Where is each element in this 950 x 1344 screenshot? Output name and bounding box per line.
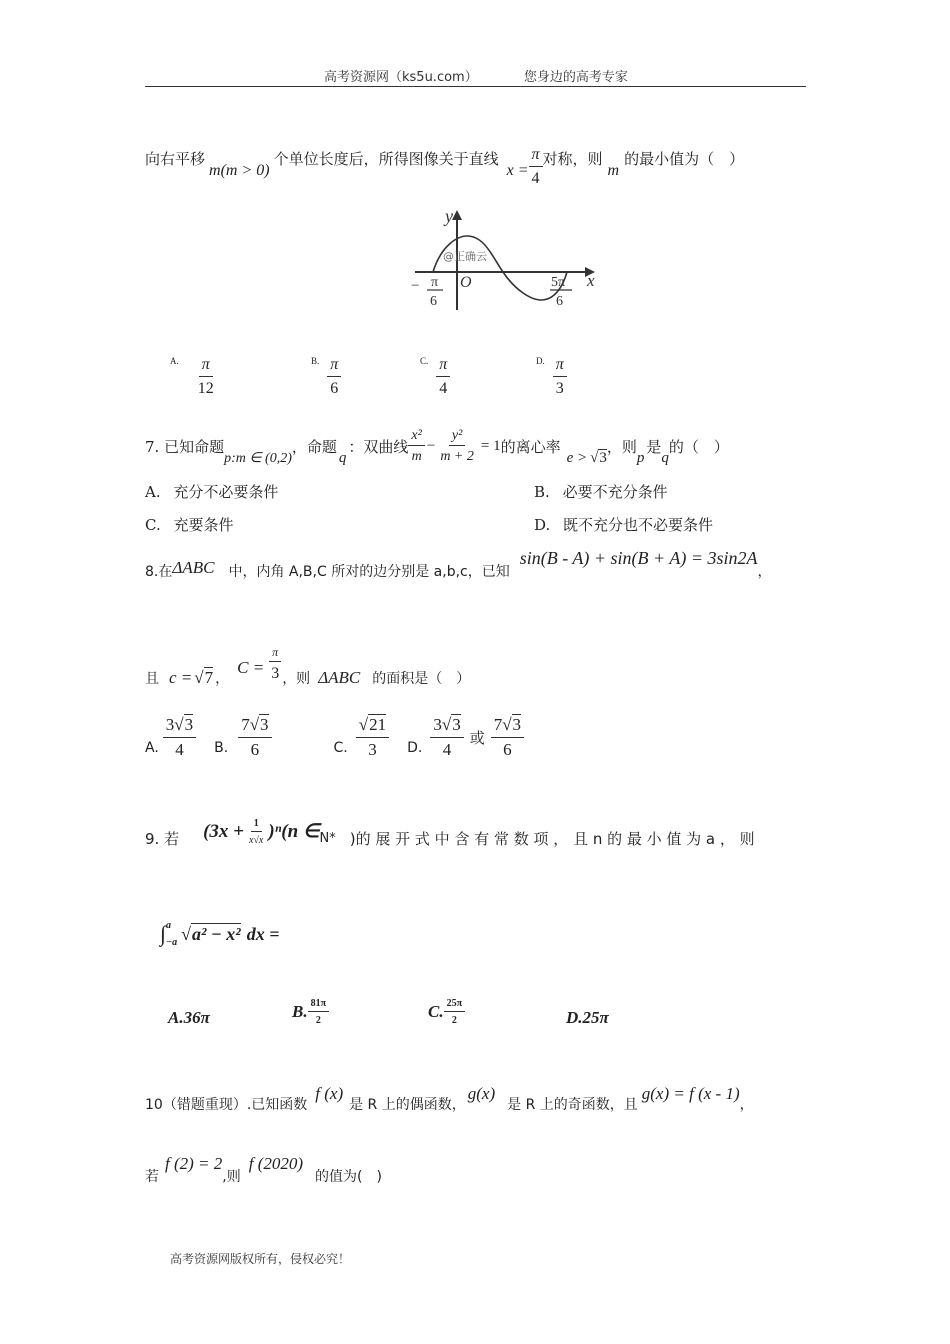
left-tick-den: 6 <box>430 294 437 309</box>
frac-den: 6 <box>250 739 260 759</box>
q7-minus: − <box>426 437 436 454</box>
header-rule <box>145 86 806 87</box>
x-label: x <box>587 271 595 290</box>
frac-num: π <box>269 646 281 662</box>
q6-text-d: 的最小值为（ ） <box>624 150 745 169</box>
q8-c-lhs: c = <box>169 668 193 687</box>
frac-den: 3 <box>555 379 564 397</box>
frac-num: 25π <box>444 998 465 1012</box>
option-or: 或 <box>469 729 485 748</box>
option-frac: $\frac{7√3}{6}$ <box>238 716 271 759</box>
q7-sqrt3: √3 <box>590 449 607 466</box>
q9-option-a[interactable] <box>168 1008 210 1028</box>
frac-den: 4 <box>175 739 184 759</box>
option-label: D. <box>566 1008 583 1027</box>
integral-upper: a <box>166 920 172 931</box>
q6-line-lhs: x = <box>506 161 529 179</box>
frac-den: 6 <box>330 379 339 397</box>
frac-den: x√x <box>249 834 264 846</box>
q8-options <box>145 716 524 759</box>
radicand: 21 <box>369 715 387 734</box>
option-label: D. <box>534 516 551 534</box>
page-footer: 高考资源网版权所有，侵权必究！ <box>170 1252 351 1266</box>
option-label: B. <box>311 356 320 366</box>
option-text: 充分不必要条件 <box>173 483 279 501</box>
q10-gx: g(x) <box>467 1084 496 1103</box>
frac-num: π <box>553 356 567 377</box>
right-tick-den: 6 <box>556 294 563 309</box>
origin-label: O <box>460 274 472 291</box>
q10-f2020: f (2020) <box>248 1154 304 1173</box>
q8-tri: ΔABC <box>172 558 215 577</box>
frac-coef: 7 <box>241 715 250 734</box>
frac-den: 3 <box>271 664 280 682</box>
q8-option-b[interactable] <box>214 716 271 759</box>
q8-text-c: 的面积是（ ） <box>372 671 471 687</box>
q9-text: )的 展 开 式 中 含 有 常 数 项 ， 且 n 的 最 小 值 为 a ， 则 <box>349 830 755 848</box>
option-frac <box>553 356 567 397</box>
frac-num: y² <box>449 428 465 446</box>
frac-den: 12 <box>197 379 214 397</box>
q7-colon: ：双曲线 <box>348 437 409 456</box>
option-label: D. <box>407 739 423 756</box>
frac-den: 6 <box>503 739 512 759</box>
option-frac-2: $\frac{7√3}{6}$ <box>491 716 524 759</box>
q7-q2: q <box>661 449 669 466</box>
frac-coef: 7 <box>493 715 503 734</box>
option-label: C. <box>333 739 348 756</box>
radicand: 3 <box>512 715 522 734</box>
sine-curve <box>433 236 567 300</box>
q7-option-d[interactable] <box>534 514 713 535</box>
q8-comma: ， <box>757 564 772 580</box>
option-label: C. <box>428 1002 444 1021</box>
q10-rel: g(x) = f (x - 1) <box>641 1084 740 1103</box>
q9-stem <box>145 814 755 849</box>
q8-stem-2 <box>145 640 470 688</box>
page-header <box>324 66 628 85</box>
watermark: @正确云 <box>443 250 487 263</box>
q8-text-b: ，则 <box>282 671 311 687</box>
q10-lead: 10（错题重现）.已知函数 <box>145 1097 308 1113</box>
header-left: 高考资源网（ks5u.com） <box>324 70 478 85</box>
frac-coef: 3 <box>165 715 175 734</box>
q9-integral <box>160 920 279 948</box>
q8-lead: 8.在 <box>145 564 173 580</box>
q7-option-b[interactable] <box>534 481 668 502</box>
option-frac: $\frac{3√3}{4}$ <box>430 716 463 759</box>
q8-C-lhs: C = <box>237 658 265 677</box>
frac-den: 4 <box>439 379 448 397</box>
option-label: C. <box>145 516 161 534</box>
q7-mid: ，命题 <box>291 437 337 456</box>
q8-tri2: ΔABC <box>318 668 361 687</box>
integrand: a² − x² <box>191 923 241 944</box>
header-right: 您身边的高考专家 <box>523 70 628 85</box>
right-tick-num: 5π <box>551 275 566 290</box>
integral-lower: −a <box>166 937 178 948</box>
q10-comma: ， <box>739 1097 754 1113</box>
q10-fx: f (x) <box>315 1084 344 1103</box>
q10-stem <box>145 1084 754 1114</box>
option-text: 充要条件 <box>173 516 234 534</box>
q7-ecc: 的离心率 <box>500 437 561 456</box>
q6-line-den: 4 <box>531 169 540 187</box>
q9-frac <box>246 818 266 846</box>
q7-p: p <box>636 449 645 466</box>
q9-option-c[interactable] <box>428 998 465 1026</box>
q7-q: q <box>338 449 347 466</box>
frac-coef: 3 <box>433 715 442 734</box>
q7-frac-x <box>408 428 424 465</box>
q8-and: 且 <box>145 671 159 687</box>
q6-stem <box>145 138 745 187</box>
option-text: 必要不充分条件 <box>562 483 668 501</box>
q6-m: m <box>607 161 620 179</box>
frac-den: m + 2 <box>440 449 474 465</box>
option-label: B. <box>534 483 550 501</box>
q9-expr-a: (3x + <box>203 820 244 842</box>
left-tick-num: π <box>431 275 439 290</box>
q9-lead: 9. 若 <box>145 830 180 848</box>
q6-text-c: 对称，则 <box>542 150 603 169</box>
option-frac: $\frac{√21}{3}$ <box>356 716 389 759</box>
q10-if: 若 <box>145 1169 159 1185</box>
q6-line-frac <box>529 146 543 187</box>
frac-den: m <box>411 449 422 465</box>
q7-p-expr: p:m ∈ (0,2) <box>224 450 292 466</box>
option-frac: $\frac{3√3}{4}$ <box>163 716 196 759</box>
q6-option-a[interactable] <box>170 356 217 397</box>
option-label: D. <box>536 356 545 366</box>
q8-option-d[interactable] <box>407 716 524 759</box>
frac-num: π <box>199 356 213 377</box>
q7-e-expr: e > <box>566 449 588 466</box>
option-label: A. <box>145 483 161 501</box>
option-text: 既不充分也不必要条件 <box>563 516 714 534</box>
frac-num: π <box>436 356 450 377</box>
option-label: B. <box>214 739 229 756</box>
integral-root: √a² − x² <box>181 923 241 944</box>
q7-is: 是 <box>646 437 662 456</box>
option-label: C. <box>420 356 429 366</box>
frac-den: 4 <box>442 739 452 759</box>
q7-tail: 的（ ） <box>668 437 729 456</box>
q9-option-d[interactable] <box>566 1008 609 1028</box>
radicand: 7 <box>204 668 214 687</box>
q10-text-a: 是 R 上的偶函数， <box>349 1097 466 1113</box>
q7-option-a[interactable] <box>145 481 278 502</box>
q6-text-a: 向右平移 <box>145 150 206 169</box>
option-frac <box>308 998 329 1026</box>
radicand: 3 <box>260 715 269 734</box>
q8-sep: ， <box>215 671 230 687</box>
integral-dx: dx = <box>246 923 280 944</box>
frac-den: 3 <box>368 739 377 759</box>
q10-then: ,则 <box>222 1169 241 1185</box>
q7-eq1: = 1 <box>480 437 501 454</box>
left-tick-sign: − <box>411 278 420 294</box>
integral-sign: ∫ <box>160 921 167 946</box>
frac-den: 2 <box>315 1015 321 1026</box>
q9-expr-b: )ⁿ(n ∈ <box>268 821 320 842</box>
q7-stem <box>145 428 729 465</box>
integral-limits <box>166 920 177 948</box>
radicand: 3 <box>184 715 194 734</box>
q8-option-c[interactable] <box>334 716 390 759</box>
q7-frac-y <box>437 428 477 465</box>
option-label: A. <box>170 356 179 366</box>
q8-stem <box>145 548 772 581</box>
frac-num: 1 <box>251 818 262 832</box>
option-frac <box>195 356 217 397</box>
option-label: A. <box>168 1008 184 1027</box>
option-label: A. <box>145 739 159 756</box>
q6-option-c[interactable] <box>420 356 450 397</box>
q8-c-rad: √7 <box>194 668 214 687</box>
option-text: 25π <box>582 1008 609 1027</box>
q10-stem-2 <box>145 1154 382 1186</box>
q7-then: ，则 <box>606 437 637 456</box>
q6-text-b: 个单位长度后，所得图像关于直线 <box>273 150 499 169</box>
option-frac <box>436 356 450 397</box>
option-label: B. <box>292 1002 308 1021</box>
q7-lead: 7. 已知命题 <box>145 437 225 456</box>
q8-eq: sin(B - A) + sin(B + A) = 3sin2A <box>519 548 758 568</box>
option-frac <box>444 998 465 1026</box>
q8-option-a[interactable] <box>145 716 196 759</box>
q8-C-frac <box>268 646 282 683</box>
frac-den: 2 <box>451 1015 457 1026</box>
radicand: 3 <box>452 715 461 734</box>
q7-option-c[interactable] <box>145 514 234 535</box>
frac-num: 81π <box>308 998 329 1012</box>
q6-graph <box>405 206 605 316</box>
q10-f2: f (2) = 2 <box>165 1154 223 1173</box>
q10-text-b: 是 R 上的奇函数，且 <box>507 1097 638 1113</box>
radicand: 3 <box>599 449 607 466</box>
y-axis-arrow <box>452 210 462 220</box>
frac-num: π <box>327 356 341 377</box>
q10-tail: 的值为( ) <box>315 1169 382 1185</box>
q9-nstar: N* <box>319 831 336 846</box>
option-text: 36π <box>183 1008 210 1027</box>
q6-option-b[interactable] <box>311 356 341 397</box>
y-label: y <box>445 206 453 226</box>
q6-option-d[interactable] <box>536 356 567 397</box>
q6-line-num: π <box>529 146 543 167</box>
option-frac <box>327 356 341 397</box>
q6-shift-expr: m(m > 0) <box>209 161 270 179</box>
q8-text-a: 中，内角 A,B,C 所对的边分别是 a,b,c，已知 <box>228 564 510 580</box>
q9-option-b[interactable] <box>292 998 329 1026</box>
frac-num: x² <box>408 428 424 446</box>
